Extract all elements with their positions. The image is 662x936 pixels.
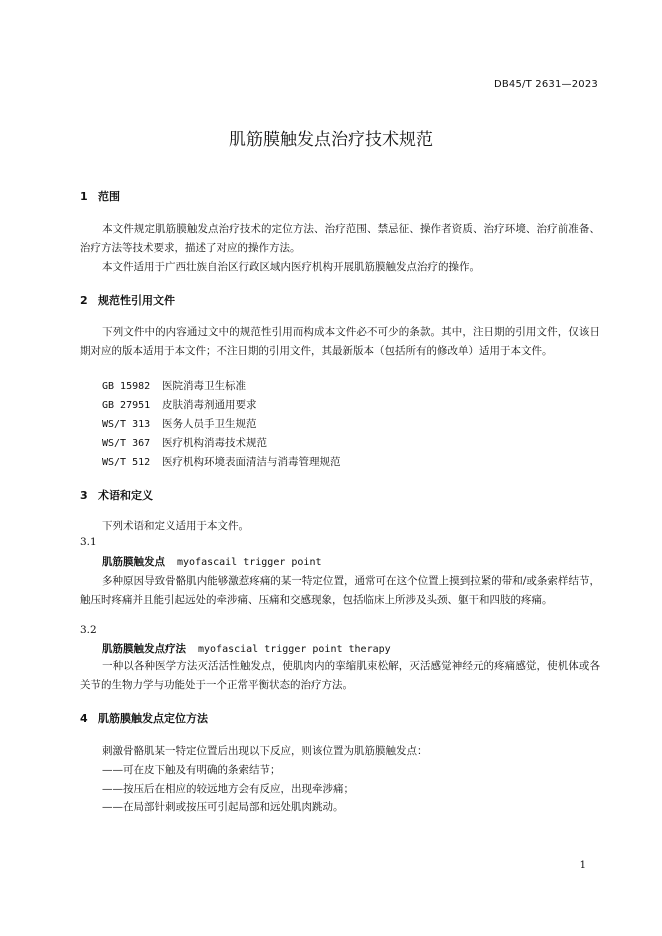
list-item: ——可在皮下触及有明确的条索结节； <box>102 764 281 776</box>
page-title: 肌筋膜触发点治疗技术规范 <box>229 130 433 150</box>
paragraph: 本文件规定肌筋膜触发点治疗技术的定位方法、治疗范围、禁忌征、操作者资质、治疗环境、治疗前准备、治疗方法等技术要求，描述了对应的操作方法。 <box>80 223 600 254</box>
reference-item: WS/T 313 医务人员手卫生规范 <box>102 418 257 430</box>
term-definition: 一种以各种医学方法灭活活性触发点，使肌肉内的挛缩肌束松解，灭活感觉神经元的疼痛感觉，使机体或各关节的生物力学与功能处于一个正常平衡状态的治疗方法。 <box>80 660 600 691</box>
section-title: 术语和定义 <box>98 489 153 502</box>
page-number: 1 <box>579 860 586 871</box>
reference-item: WS/T 367 医疗机构消毒技术规范 <box>102 437 267 449</box>
section-4-heading <box>80 710 208 726</box>
section-title: 范围 <box>98 190 120 203</box>
section-title: 规范性引用文件 <box>98 294 175 307</box>
paragraph: 下列文件中的内容通过文中的规范性引用而构成本文件必不可少的条款。其中，注日期的引用文件，仅该日期对应的版本适用于本文件；不注日期的引用文件，其最新版本（包括所有的修改单）适用于本文件。 <box>80 326 600 357</box>
list-item: ——在局部针刺或按压可引起局部和远处肌肉跳动。 <box>102 801 344 813</box>
reference-item: WS/T 512 医疗机构环境表面清洁与消毒管理规范 <box>102 456 341 468</box>
reference-item: GB 27951 皮肤消毒剂通用要求 <box>102 399 257 411</box>
paragraph: 本文件适用于广西壮族自治区行政区域内医疗机构开展肌筋膜触发点治疗的操作。 <box>102 261 480 273</box>
section-2-heading <box>80 292 175 308</box>
list-item: ——按压后在相应的较远地方会有反应，出现牵涉痛； <box>102 783 354 795</box>
section-1-heading <box>80 188 120 204</box>
section-number: 4 <box>80 712 88 725</box>
paragraph: 下列术语和定义适用于本文件。 <box>102 520 249 532</box>
section-number: 1 <box>80 190 88 203</box>
section-number: 2 <box>80 294 88 307</box>
paragraph: 刺激骨骼肌某一特定位置后出现以下反应，则该位置为肌筋膜触发点： <box>102 745 428 757</box>
section-3-heading <box>80 487 153 503</box>
term-number: 3.1 <box>80 536 97 548</box>
term-heading: 肌筋膜触发点疗法 myofascial trigger point therapy <box>102 643 391 655</box>
section-number: 3 <box>80 489 88 502</box>
reference-item: GB 15982 医院消毒卫生标准 <box>102 380 246 392</box>
term-number: 3.2 <box>80 624 97 636</box>
document-code: DB45/T 2631—2023 <box>493 79 598 90</box>
section-title: 肌筋膜触发点定位方法 <box>98 712 208 725</box>
term-heading: 肌筋膜触发点 myofascail trigger point <box>102 556 322 568</box>
term-definition: 多种原因导致骨骼肌内能够激惹疼痛的某一特定位置，通常可在这个位置上摸到拉紧的带和/或条索样结节，触压时疼痛并且能引起远处的牵涉痛、压痛和交感现象，包括临床上所涉及头颈、躯干和四肢的疼痛。 <box>80 575 600 606</box>
